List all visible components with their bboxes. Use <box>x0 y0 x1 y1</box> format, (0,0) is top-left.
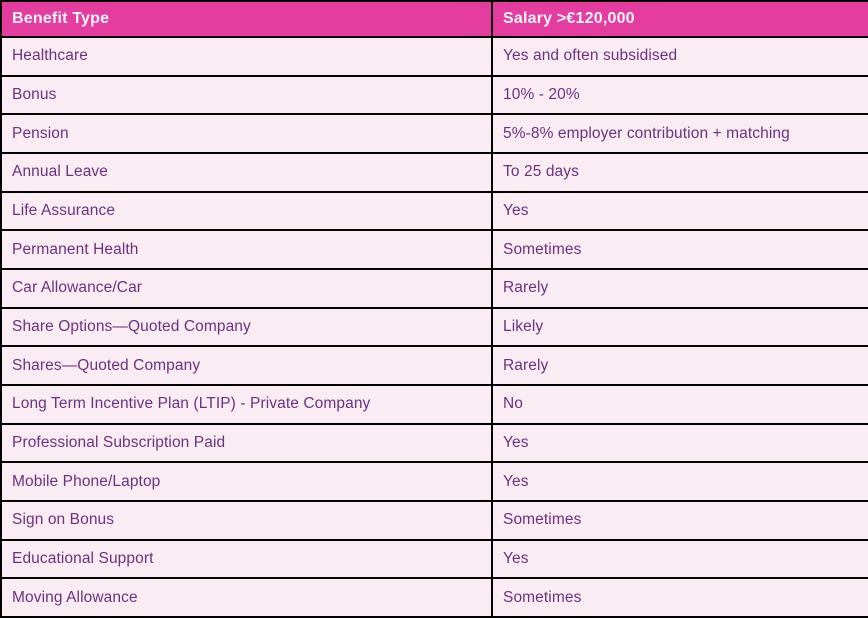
salary-value-cell: Yes <box>492 192 868 231</box>
benefit-type-cell: Bonus <box>1 76 492 115</box>
table-row <box>1 424 868 463</box>
salary-value-cell: 5%-8% employer contribution + matching <box>492 114 868 153</box>
table-row <box>1 540 868 579</box>
benefit-type-cell: Car Allowance/Car <box>1 269 492 308</box>
benefit-type-cell: Permanent Health <box>1 230 492 269</box>
table-row <box>1 114 868 153</box>
salary-value-cell: Likely <box>492 308 868 347</box>
table-row <box>1 153 868 192</box>
table-row <box>1 578 868 617</box>
salary-value-cell: Yes <box>492 540 868 579</box>
table-row <box>1 230 868 269</box>
table-row <box>1 37 868 76</box>
table-header <box>1 1 868 37</box>
benefit-type-cell: Professional Subscription Paid <box>1 424 492 463</box>
table-body <box>1 37 868 617</box>
salary-value-cell: To 25 days <box>492 153 868 192</box>
benefit-type-cell: Annual Leave <box>1 153 492 192</box>
salary-value-cell: No <box>492 385 868 424</box>
benefit-type-cell: Moving Allowance <box>1 578 492 617</box>
salary-value-cell: Rarely <box>492 269 868 308</box>
column-header-benefit-type: Benefit Type <box>1 1 492 37</box>
table-row <box>1 501 868 540</box>
salary-value-cell: Yes <box>492 462 868 501</box>
table-row <box>1 346 868 385</box>
salary-value-cell: Rarely <box>492 346 868 385</box>
salary-value-cell: Yes <box>492 424 868 463</box>
benefit-type-cell: Shares—Quoted Company <box>1 346 492 385</box>
benefit-type-cell: Healthcare <box>1 37 492 76</box>
salary-value-cell: Yes and often subsidised <box>492 37 868 76</box>
salary-value-cell: 10% - 20% <box>492 76 868 115</box>
benefit-type-cell: Educational Support <box>1 540 492 579</box>
salary-value-cell: Sometimes <box>492 501 868 540</box>
table-row <box>1 76 868 115</box>
benefit-type-cell: Long Term Incentive Plan (LTIP) - Private Company <box>1 385 492 424</box>
table-row <box>1 269 868 308</box>
table-row <box>1 308 868 347</box>
benefit-type-cell: Sign on Bonus <box>1 501 492 540</box>
benefit-type-cell: Life Assurance <box>1 192 492 231</box>
table-row <box>1 385 868 424</box>
benefit-type-cell: Pension <box>1 114 492 153</box>
benefit-type-cell: Share Options—Quoted Company <box>1 308 492 347</box>
benefit-type-cell: Mobile Phone/Laptop <box>1 462 492 501</box>
table-row <box>1 462 868 501</box>
column-header-salary: Salary >€120,000 <box>492 1 868 37</box>
salary-value-cell: Sometimes <box>492 230 868 269</box>
salary-value-cell: Sometimes <box>492 578 868 617</box>
table-row <box>1 192 868 231</box>
header-row <box>1 1 868 37</box>
